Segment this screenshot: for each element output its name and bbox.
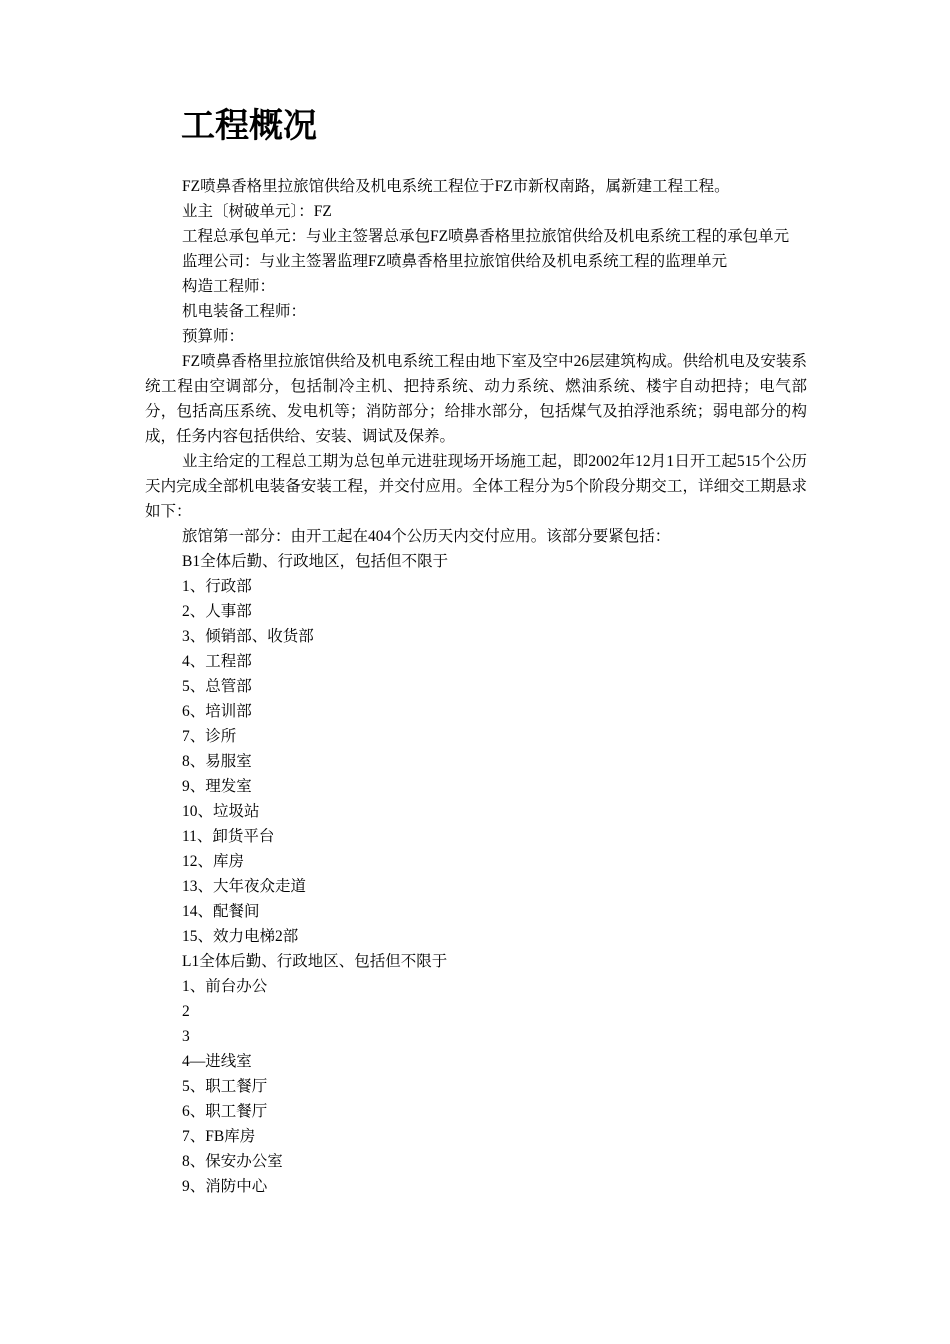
paragraph-supervisor: 监理公司：与业主签署监理FZ喷鼻香格里拉旅馆供给及机电系统工程的监理单元 [182,253,728,270]
list-item: 15、效力电梯2部 [182,928,299,945]
list-item: 12、库房 [182,853,245,870]
paragraph-mep-engineer: 机电装备工程师： [182,303,307,320]
paragraph-location: FZ喷鼻香格里拉旅馆供给及机电系统工程位于FZ市新权南路，属新建工程工程。 [182,178,730,195]
list-item: 9、理发室 [182,778,252,795]
document-body [145,174,807,1199]
list-item: 6、职工餐厅 [182,1103,268,1120]
list-item: 1、前台办公 [182,978,268,995]
list-item: 9、消防中心 [182,1178,268,1195]
list-item: 1、行政部 [182,578,252,595]
list-item: 13、大年夜众走道 [182,878,307,895]
list-item: 10、垃圾站 [182,803,260,820]
list-item: 4—进线室 [182,1053,252,1070]
l1-heading: L1全体后勤、行政地区、包括但不限于 [182,953,448,970]
list-item: 7、诊所 [182,728,237,745]
b1-heading: B1全体后勤、行政地区，包括但不限于 [182,553,449,570]
list-item: 5、职工餐厅 [182,1078,268,1095]
list-item: 11、卸货平台 [182,828,275,845]
l1-list [145,974,807,1199]
document-title: 工程概况 [181,106,317,146]
list-item: 14、配餐间 [182,903,260,920]
paragraph-scope: FZ喷鼻香格里拉旅馆供给及机电系统工程由地下室及空中26层建筑构成。供给机电及安装系统工程由空调部分，包括制冷主机、把持系统、动力系统、燃油系统、楼宇自动把持；电气部分，包括高压系统、发电机等；消防部分；给排水部分，包括煤气及拍浮池系统；弱电部分的构成，任务内容包括供给、安装、调试及保养。 [145,353,807,445]
list-item: 8、易服室 [182,753,252,770]
list-item: 2、人事部 [182,603,252,620]
paragraph-estimator: 预算师： [182,328,245,345]
list-item: 8、保安办公室 [182,1153,283,1170]
list-item: 4、工程部 [182,653,252,670]
b1-list [145,574,807,949]
paragraph-owner: 业主〔树破单元〕：FZ [182,203,332,220]
list-item: 3 [182,1028,190,1045]
list-item: 6、培训部 [182,703,252,720]
list-item: 3、倾销部、收货部 [182,628,314,645]
paragraph-schedule: 业主给定的工程总工期为总包单元进驻现场开场施工起，即2002年12月1日开工起515个公历天内完成全部机电装备安装工程，并交付应用。全体工程分为5个阶段分期交工，详细交工期悬求如下： [145,453,807,520]
list-item: 2 [182,1003,190,1020]
list-item: 7、FB库房 [182,1128,256,1145]
list-item: 5、总管部 [182,678,252,695]
paragraph-phase-one: 旅馆第一部分：由开工起在404个公历天内交付应用。该部分要紧包括： [182,528,671,545]
paragraph-structural-engineer: 构造工程师： [182,278,276,295]
paragraph-general-contractor: 工程总承包单元：与业主签署总承包FZ喷鼻香格里拉旅馆供给及机电系统工程的承包单元 [182,228,790,245]
